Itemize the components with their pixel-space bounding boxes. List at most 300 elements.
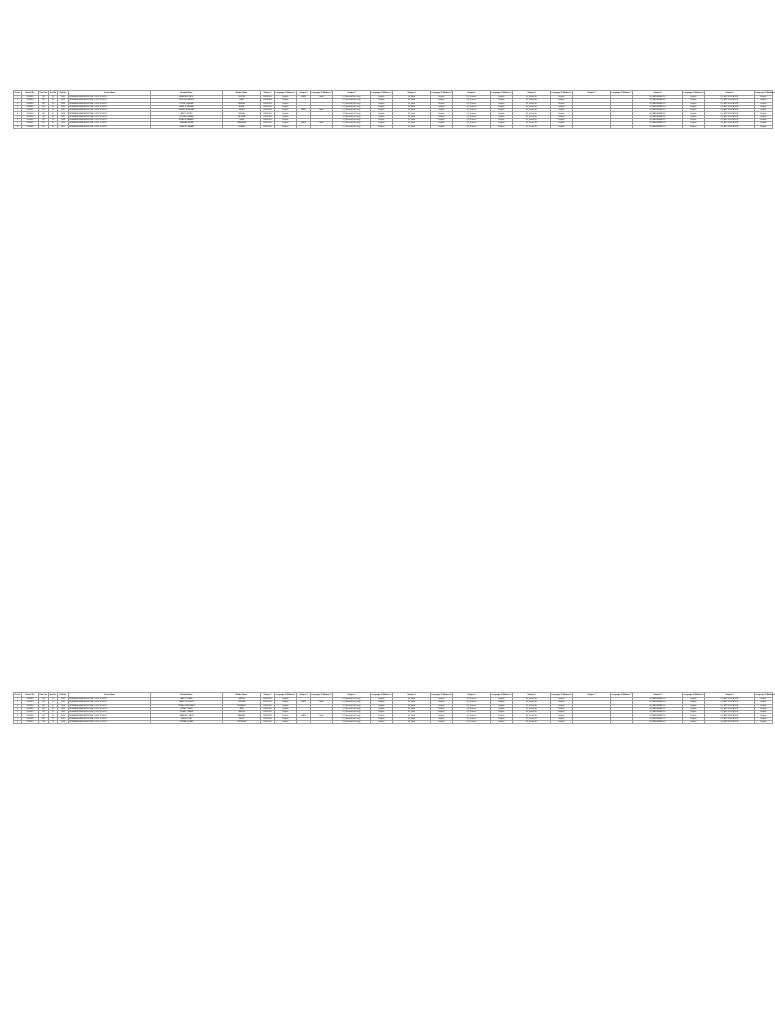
table-cell: 1005 <box>58 109 69 112</box>
table-cell: MANOJ B SURVE <box>151 701 223 704</box>
table-cell: ENGLISH <box>261 96 275 99</box>
column-header: Subject 5 <box>453 693 491 698</box>
table-cell: English <box>551 115 573 118</box>
table-cell: English <box>275 112 297 115</box>
table-cell: Hindi <box>311 96 333 99</box>
table-cell: 2034401 <box>22 122 39 125</box>
table-cell: 7 <box>14 115 22 118</box>
column-header: Sr. No. <box>14 91 21 94</box>
table-cell: English <box>491 109 513 112</box>
column-header: Subject 2 <box>297 693 311 698</box>
table-cell: 2034401 <box>22 701 39 704</box>
table-cell: BRIHANMUMBAI MUNICIPAL CORP SCHOOL <box>69 714 151 717</box>
table-cell: English <box>491 714 513 717</box>
table-cell: 2034401 <box>22 717 39 720</box>
table-cell: ENGLISH <box>261 704 275 707</box>
table-cell: TANVI R LAD <box>151 717 223 720</box>
table-cell: English <box>755 96 773 99</box>
table-cell: HINDI <box>297 122 311 125</box>
table-cell: 08_MATHEMATICS <box>633 112 683 115</box>
table-cell: 1006 <box>58 112 69 115</box>
table-cell: SUNITA <box>223 96 261 99</box>
table-cell: English <box>551 102 573 105</box>
table-cell: 02_Hindi <box>393 721 431 724</box>
table-cell: A <box>49 115 58 118</box>
table-cell: English <box>275 125 297 128</box>
table-cell: 01_Marathi(2nd Lang) <box>333 704 371 707</box>
table-cell: ENGLISH <box>261 112 275 115</box>
table-cell: English <box>491 717 513 720</box>
table-cell: English <box>371 112 393 115</box>
table-cell: 1001 <box>58 96 69 99</box>
table-cell: 2005 <box>58 711 69 714</box>
table-cell: BRIHANMUMBAI MUNICIPAL CORP SCHOOL <box>69 704 151 707</box>
table-cell: 101 <box>39 96 49 99</box>
column-header: Subject 5 <box>453 91 491 96</box>
table-cell: 01_Marathi(2nd Lang) <box>333 115 371 118</box>
table-cell: 01_Marathi(2nd Lang) <box>333 109 371 112</box>
table-cell: 09_ART EDUCATION <box>705 707 755 710</box>
table-cell: 04_Science <box>453 105 491 108</box>
table-cell: 04_Science <box>453 707 491 710</box>
table-cell: 02_Hindi <box>393 717 431 720</box>
table-cell: 2034401 <box>22 714 39 717</box>
table-cell: 1 <box>14 96 22 99</box>
table-cell: 1010 <box>58 125 69 128</box>
table-cell: 6 <box>14 112 22 115</box>
table-cell: Hindi <box>311 122 333 125</box>
table-cell: VANDANA <box>223 122 261 125</box>
table-cell: English <box>371 701 393 704</box>
column-header: Subject 4 <box>393 693 431 698</box>
table-cell: English <box>275 698 297 701</box>
table-cell: English <box>371 105 393 108</box>
table-cell: BRIHANMUMBAI MUNICIPAL CORP SCHOOL <box>69 119 151 122</box>
table-cell: English <box>371 122 393 125</box>
table-cell: English <box>755 717 773 720</box>
table-cell: NEHA P GAIKWAD <box>151 109 223 112</box>
table-cell: 1008 <box>58 119 69 122</box>
table-cell: 09_ART EDUCATION <box>705 704 755 707</box>
column-header: Centre Name <box>69 693 151 698</box>
table-cell: 01_Marathi(2nd Lang) <box>333 714 371 717</box>
table-cell: 1004 <box>58 105 69 108</box>
table-cell: NIRMALA <box>223 704 261 707</box>
table-cell: ENGLISH <box>261 698 275 701</box>
table-cell: 05_Social Sci <box>513 707 551 710</box>
table-cell: English <box>551 96 573 99</box>
table-cell: English <box>683 721 705 724</box>
table-cell: English <box>755 112 773 115</box>
table-cell: 8 <box>14 119 22 122</box>
table-cell: English <box>275 701 297 704</box>
table-cell: English <box>551 125 573 128</box>
table-cell: 6 <box>14 714 22 717</box>
table-cell: 2001 <box>58 698 69 701</box>
table-cell: 09_ART EDUCATION <box>705 112 755 115</box>
table-cell: 2003 <box>58 704 69 707</box>
table-cell: 04_Science <box>453 721 491 724</box>
table-cell: PUSHPA <box>223 701 261 704</box>
column-header: Subject 7 <box>573 91 611 96</box>
table-cell: ENGLISH <box>261 711 275 714</box>
table-cell: 02_Hindi <box>393 125 431 128</box>
table-cell: 05_Social Sci <box>513 711 551 714</box>
table-cell: 2034401 <box>22 125 39 128</box>
table-cell: 02_Hindi <box>393 96 431 99</box>
table-cell: A <box>49 102 58 105</box>
table-cell: 04_Science <box>453 115 491 118</box>
table-cell: 2034401 <box>22 115 39 118</box>
table-cell: 09_ART EDUCATION <box>705 99 755 102</box>
table-cell: ALKA <box>223 717 261 720</box>
column-header: Language Of Medium 9 <box>755 91 775 94</box>
table-cell: 05_Social Sci <box>513 714 551 717</box>
table-cell: English <box>491 99 513 102</box>
table-cell: ENGLISH <box>261 125 275 128</box>
table-cell: English <box>371 125 393 128</box>
table-cell: English <box>491 707 513 710</box>
table-cell: 02_Hindi <box>393 105 431 108</box>
table-cell: ENGLISH <box>261 714 275 717</box>
table-cell: 2008 <box>58 721 69 724</box>
table-cell: 02_Hindi <box>393 711 431 714</box>
table-cell: B <box>49 704 58 707</box>
sheet-page-2 <box>13 692 775 1024</box>
column-header: Subject 7 <box>573 693 611 698</box>
table-cell: English <box>431 711 453 714</box>
column-header: Language Of Medium 1 <box>275 693 296 696</box>
column-header: Language Of Medium 9 <box>755 693 775 696</box>
table-cell: English <box>755 99 773 102</box>
table-cell: 01_Marathi(2nd Lang) <box>333 721 371 724</box>
table-cell: BRIHANMUMBAI MUNICIPAL CORP SCHOOL <box>69 109 151 112</box>
table-cell: English <box>371 698 393 701</box>
table-cell: English <box>551 122 573 125</box>
table-cell: English <box>431 704 453 707</box>
student-subject-table-page-1 <box>13 90 773 129</box>
table-cell: English <box>551 99 573 102</box>
table-cell <box>573 721 611 724</box>
table-cell: 08_MATHEMATICS <box>633 721 683 724</box>
table-cell: 05_Social Sci <box>513 701 551 704</box>
table-cell: 08_MATHEMATICS <box>633 99 683 102</box>
table-cell: A <box>49 125 58 128</box>
table-cell: English <box>371 717 393 720</box>
table-cell: English <box>683 125 705 128</box>
table-cell: SARITA <box>223 711 261 714</box>
column-header: Subject 9 <box>705 693 755 698</box>
table-cell: 2034401 <box>22 698 39 701</box>
column-header: Language Of Medium 4 <box>431 91 452 94</box>
table-cell: English <box>275 119 297 122</box>
column-header: Language Of Medium 6 <box>551 693 572 696</box>
table-cell: English <box>431 701 453 704</box>
table-cell: HINDI <box>297 109 311 112</box>
table-cell: ENGLISH <box>261 99 275 102</box>
table-cell: ANANYA S PATIL <box>151 96 223 99</box>
table-cell: 09_ART EDUCATION <box>705 701 755 704</box>
table-cell <box>611 721 633 724</box>
table-cell: English <box>491 105 513 108</box>
table-cell: BRIHANMUMBAI MUNICIPAL CORP SCHOOL <box>69 717 151 720</box>
table-cell: English <box>683 698 705 701</box>
table-cell: 08_MATHEMATICS <box>633 122 683 125</box>
table-cell: English <box>371 96 393 99</box>
table-cell: 2004 <box>58 707 69 710</box>
table-cell: ENGLISH <box>261 115 275 118</box>
table-cell: 09_ART EDUCATION <box>705 115 755 118</box>
table-cell: B <box>49 707 58 710</box>
table-cell: BRIHANMUMBAI MUNICIPAL CORP SCHOOL <box>69 115 151 118</box>
table-cell: English <box>491 112 513 115</box>
table-cell: 08_MATHEMATICS <box>633 102 683 105</box>
table-cell: 02_Hindi <box>393 115 431 118</box>
table-cell: ENGLISH <box>261 701 275 704</box>
table-cell: BRIHANMUMBAI MUNICIPAL CORP SCHOOL <box>69 102 151 105</box>
table-cell: English <box>275 717 297 720</box>
column-header: Subject 1 <box>261 91 275 96</box>
table-cell: KIRAN S SAWANT <box>151 119 223 122</box>
table-cell: BRIHANMUMBAI MUNICIPAL CORP SCHOOL <box>69 707 151 710</box>
table-cell: 02_Hindi <box>393 707 431 710</box>
table-cell: 05_Social Sci <box>513 698 551 701</box>
table-cell: 101 <box>39 99 49 102</box>
table-cell: A <box>49 96 58 99</box>
column-header: Class No. <box>39 693 48 696</box>
table-cell: 2 <box>14 99 22 102</box>
table-cell: 01_Marathi(2nd Lang) <box>333 102 371 105</box>
table-cell: English <box>431 707 453 710</box>
table-cell: English <box>551 714 573 717</box>
table-cell: English <box>683 707 705 710</box>
table-cell: 08_MATHEMATICS <box>633 714 683 717</box>
table-cell: English <box>275 122 297 125</box>
table-cell: HINDI <box>297 714 311 717</box>
table-cell: ENGLISH <box>261 105 275 108</box>
column-header: Subject 6 <box>513 693 551 698</box>
table-cell: English <box>275 714 297 717</box>
column-header: Language Of Medium 7 <box>611 91 632 94</box>
table-body <box>14 96 773 129</box>
table-cell: English <box>683 122 705 125</box>
column-header: Subject 4 <box>393 91 431 96</box>
table-cell <box>573 125 611 128</box>
table-cell: English <box>431 102 453 105</box>
table-cell: 08_MATHEMATICS <box>633 704 683 707</box>
table-cell: 05_Social Sci <box>513 125 551 128</box>
table-cell: 08_MATHEMATICS <box>633 109 683 112</box>
table-cell: 1 <box>14 698 22 701</box>
table-cell: 01_Marathi(2nd Lang) <box>333 125 371 128</box>
table-cell: 04_Science <box>453 704 491 707</box>
table-cell: 101 <box>39 112 49 115</box>
table-cell: 08_MATHEMATICS <box>633 711 683 714</box>
table-cell: 04_Science <box>453 714 491 717</box>
table-cell: SAHIL R JADHAV <box>151 105 223 108</box>
table-cell: 05_Social Sci <box>513 109 551 112</box>
table-cell: 02_Hindi <box>393 112 431 115</box>
column-header: Roll No. <box>58 91 69 96</box>
table-cell: English <box>551 105 573 108</box>
table-cell: SUMAN <box>223 125 261 128</box>
table-cell: 102 <box>39 717 49 720</box>
table-cell: 101 <box>39 122 49 125</box>
table-cell: 5 <box>14 711 22 714</box>
table-cell: English <box>431 119 453 122</box>
table-cell: 05_Social Sci <box>513 115 551 118</box>
table-cell: 101 <box>39 102 49 105</box>
table-cell: 01_Marathi(2nd Lang) <box>333 717 371 720</box>
table-cell: BRIHANMUMBAI MUNICIPAL CORP SCHOOL <box>69 112 151 115</box>
table-cell: English <box>431 96 453 99</box>
table-cell: 04_Science <box>453 119 491 122</box>
table-cell: English <box>491 698 513 701</box>
table-cell: AARTI G NAIK <box>151 698 223 701</box>
table-cell: 05_Social Sci <box>513 704 551 707</box>
column-header: Student Name <box>151 693 223 698</box>
column-header: Roll No. <box>58 693 69 698</box>
table-cell: 02_Hindi <box>393 698 431 701</box>
table-cell: English <box>551 119 573 122</box>
table-cell: English <box>431 717 453 720</box>
table-cell <box>611 125 633 128</box>
column-header: Mother Name <box>223 693 261 698</box>
table-cell: English <box>755 122 773 125</box>
table-cell: English <box>755 102 773 105</box>
table-cell: 04_Science <box>453 717 491 720</box>
table-cell: 02_Hindi <box>393 102 431 105</box>
table-cell: 05_Social Sci <box>513 105 551 108</box>
column-header: Language Of Medium 2 <box>311 693 332 696</box>
table-cell: A <box>49 112 58 115</box>
table-cell: 8 <box>14 721 22 724</box>
table-cell: English <box>683 701 705 704</box>
table-cell: A <box>49 109 58 112</box>
table-cell: 04_Science <box>453 109 491 112</box>
table-cell: 09_ART EDUCATION <box>705 717 755 720</box>
column-header: Language Of Medium 7 <box>611 693 632 696</box>
table-cell: B <box>49 714 58 717</box>
table-cell: English <box>755 711 773 714</box>
table-cell: English <box>755 109 773 112</box>
table-cell: English <box>683 105 705 108</box>
table-cell <box>297 125 311 128</box>
column-header: Language Of Medium 3 <box>371 693 392 696</box>
table-cell: 05_Social Sci <box>513 717 551 720</box>
table-cell: 102 <box>39 711 49 714</box>
column-header: Subject 3 <box>333 693 371 698</box>
table-cell: English <box>683 99 705 102</box>
column-header: Centre Name <box>69 91 151 96</box>
table-cell: 102 <box>39 707 49 710</box>
table-cell: English <box>491 721 513 724</box>
table-cell: 01_Marathi(2nd Lang) <box>333 701 371 704</box>
student-subject-table-page-2 <box>13 692 773 724</box>
table-cell: English <box>755 698 773 701</box>
table-cell: 04_Science <box>453 701 491 704</box>
table-cell <box>297 721 311 724</box>
table-cell: 2034401 <box>22 109 39 112</box>
table-cell: English <box>275 711 297 714</box>
table-cell: 2034401 <box>22 102 39 105</box>
table-cell: 2034401 <box>22 707 39 710</box>
table-cell: 2 <box>14 701 22 704</box>
table-cell: 01_Marathi(2nd Lang) <box>333 707 371 710</box>
table-cell: 2034401 <box>22 105 39 108</box>
table-cell: B <box>49 698 58 701</box>
table-cell: 01_Marathi(2nd Lang) <box>333 112 371 115</box>
table-cell: English <box>491 701 513 704</box>
table-cell: English <box>755 125 773 128</box>
table-cell: English <box>683 704 705 707</box>
table-cell: 08_MATHEMATICS <box>633 119 683 122</box>
table-cell: Hindi <box>311 701 333 704</box>
table-cell: English <box>275 96 297 99</box>
table-cell: BRIHANMUMBAI MUNICIPAL CORP SCHOOL <box>69 99 151 102</box>
table-cell: SNEHA A DESAI <box>151 122 223 125</box>
table-cell: 09_ART EDUCATION <box>705 711 755 714</box>
column-header: Sec No. <box>49 91 57 94</box>
table-cell: 02_Hindi <box>393 99 431 102</box>
table-cell: RUPALI J MANE <box>151 711 223 714</box>
table-cell: English <box>683 96 705 99</box>
table-cell: English <box>551 701 573 704</box>
table-cell: BRIHANMUMBAI MUNICIPAL CORP SCHOOL <box>69 96 151 99</box>
table-cell: 09_ART EDUCATION <box>705 714 755 717</box>
table-cell: English <box>371 119 393 122</box>
table-cell: English <box>755 704 773 707</box>
table-cell: PRIYA D KADAM <box>151 102 223 105</box>
table-cell: USHA <box>223 119 261 122</box>
table-cell: 1009 <box>58 122 69 125</box>
table-cell: English <box>431 109 453 112</box>
table-cell: 2034401 <box>22 96 39 99</box>
table-cell: SUREKHA <box>223 721 261 724</box>
table-cell: 3 <box>14 102 22 105</box>
table-cell: English <box>371 714 393 717</box>
column-header: School No. <box>22 91 39 96</box>
table-cell: Hindi <box>311 109 333 112</box>
table-cell: 09_ART EDUCATION <box>705 122 755 125</box>
table-cell: 01_Marathi(2nd Lang) <box>333 711 371 714</box>
table-cell: English <box>431 122 453 125</box>
table-cell: 01_Marathi(2nd Lang) <box>333 105 371 108</box>
table-cell: English <box>683 714 705 717</box>
table-cell: 08_MATHEMATICS <box>633 701 683 704</box>
column-header: Language Of Medium 6 <box>551 91 572 94</box>
table-cell: 101 <box>39 109 49 112</box>
table-cell <box>311 721 333 724</box>
table-cell: 04_Science <box>453 711 491 714</box>
table-row <box>14 721 773 724</box>
table-cell: Hindi <box>311 714 333 717</box>
table-cell: 09_ART EDUCATION <box>705 125 755 128</box>
table-cell: A <box>49 99 58 102</box>
table-cell: English <box>431 99 453 102</box>
column-header: Class No. <box>39 91 48 94</box>
table-cell: English <box>755 707 773 710</box>
column-header: Subject 1 <box>261 693 275 698</box>
table-cell: 05_Social Sci <box>513 102 551 105</box>
table-cell: BRIHANMUMBAI MUNICIPAL CORP SCHOOL <box>69 125 151 128</box>
table-cell: English <box>275 109 297 112</box>
table-cell: LATA <box>223 99 261 102</box>
table-cell: 102 <box>39 704 49 707</box>
table-cell: English <box>683 102 705 105</box>
table-cell <box>311 125 333 128</box>
table-cell: English <box>755 701 773 704</box>
